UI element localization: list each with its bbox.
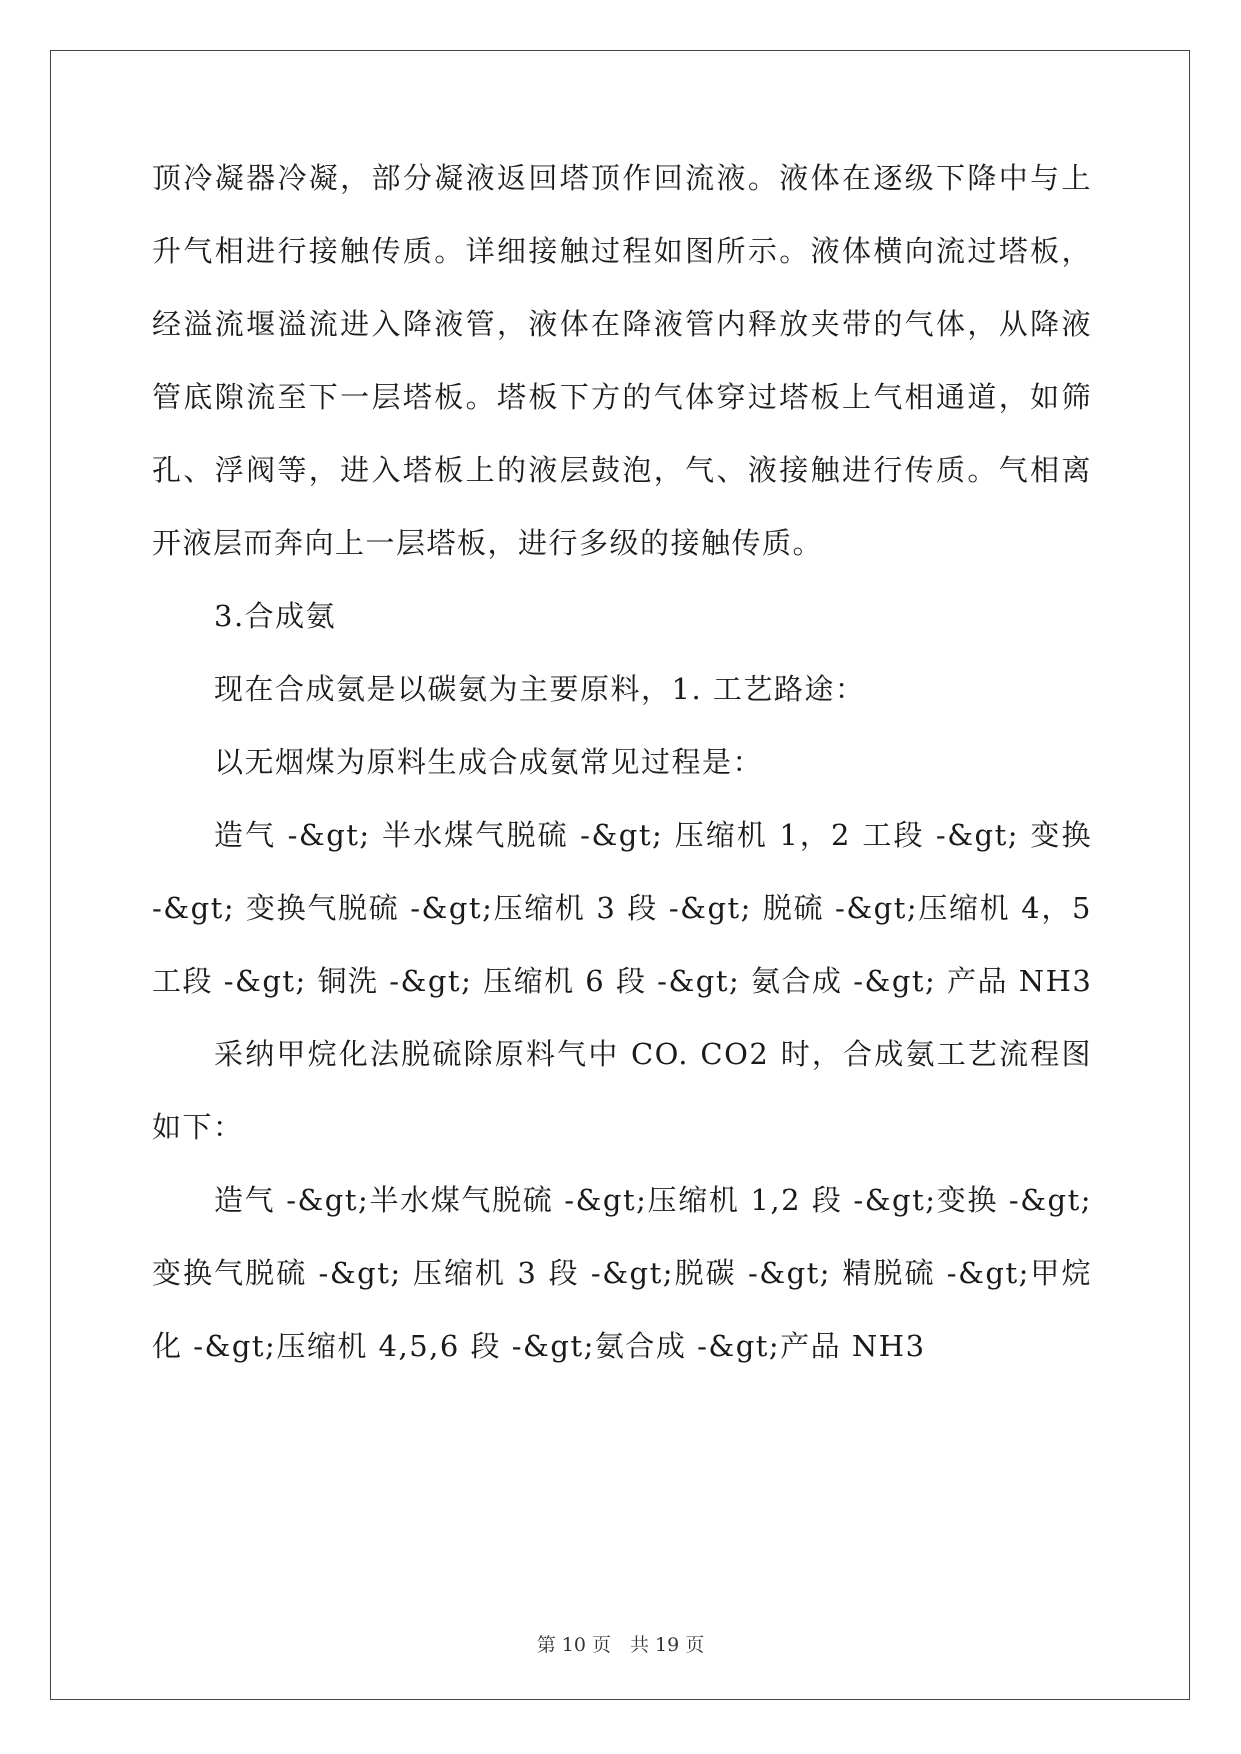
- paragraph-line: 升气相进行接触传质。详细接触过程如图所示。液体横向流过塔板，: [152, 234, 1092, 268]
- process-flow-line: 工段 -&gt; 铜洗 -&gt; 压缩机 6 段 -&gt; 氨合成 -&gt; 产品 NH3: [152, 964, 1093, 998]
- paragraph-line: 现在合成氨是以碳氨为主要原料，1. 工艺路途：: [214, 672, 866, 706]
- process-flow-line: -&gt; 变换气脱硫 -&gt;压缩机 3 段 -&gt; 脱硫 -&gt;压缩机 4，5: [152, 891, 1092, 925]
- paragraph-line: 管底隙流至下一层塔板。塔板下方的气体穿过塔板上气相通道，如筛: [152, 380, 1092, 414]
- paragraph-line: 顶冷凝器冷凝，部分凝液返回塔顶作回流液。液体在逐级下降中与上: [152, 161, 1092, 195]
- paragraph-line: 经溢流堰溢流进入降液管，液体在降液管内释放夹带的气体，从降液: [152, 307, 1092, 341]
- paragraph-line: 孔、浮阀等，进入塔板上的液层鼓泡，气、液接触进行传质。气相离: [152, 453, 1092, 487]
- process-flow-line: 造气 -&gt;半水煤气脱硫 -&gt;压缩机 1,2 段 -&gt;变换 -&gt;: [214, 1183, 1092, 1217]
- process-flow-line: 化 -&gt;压缩机 4,5,6 段 -&gt;氨合成 -&gt;产品 NH3: [152, 1329, 926, 1363]
- paragraph-line: 以无烟煤为原料生成合成氨常见过程是：: [214, 745, 764, 779]
- page-border: [50, 50, 1190, 1700]
- paragraph-line: 如下：: [152, 1110, 244, 1144]
- section-heading: 3.合成氨: [214, 599, 337, 633]
- paragraph-line: 开液层而奔向上一层塔板，进行多级的接触传质。: [152, 526, 824, 560]
- paragraph-line: 采纳甲烷化法脱硫除原料气中 CO. CO2 时，合成氨工艺流程图: [214, 1037, 1092, 1071]
- page-number-footer: 第 10 页 共 19 页: [536, 1634, 705, 1656]
- process-flow-line: 变换气脱硫 -&gt; 压缩机 3 段 -&gt;脱碳 -&gt; 精脱硫 -&gt;甲烷: [152, 1256, 1092, 1290]
- process-flow-line: 造气 -&gt; 半水煤气脱硫 -&gt; 压缩机 1，2 工段 -&gt; 变换: [214, 818, 1092, 852]
